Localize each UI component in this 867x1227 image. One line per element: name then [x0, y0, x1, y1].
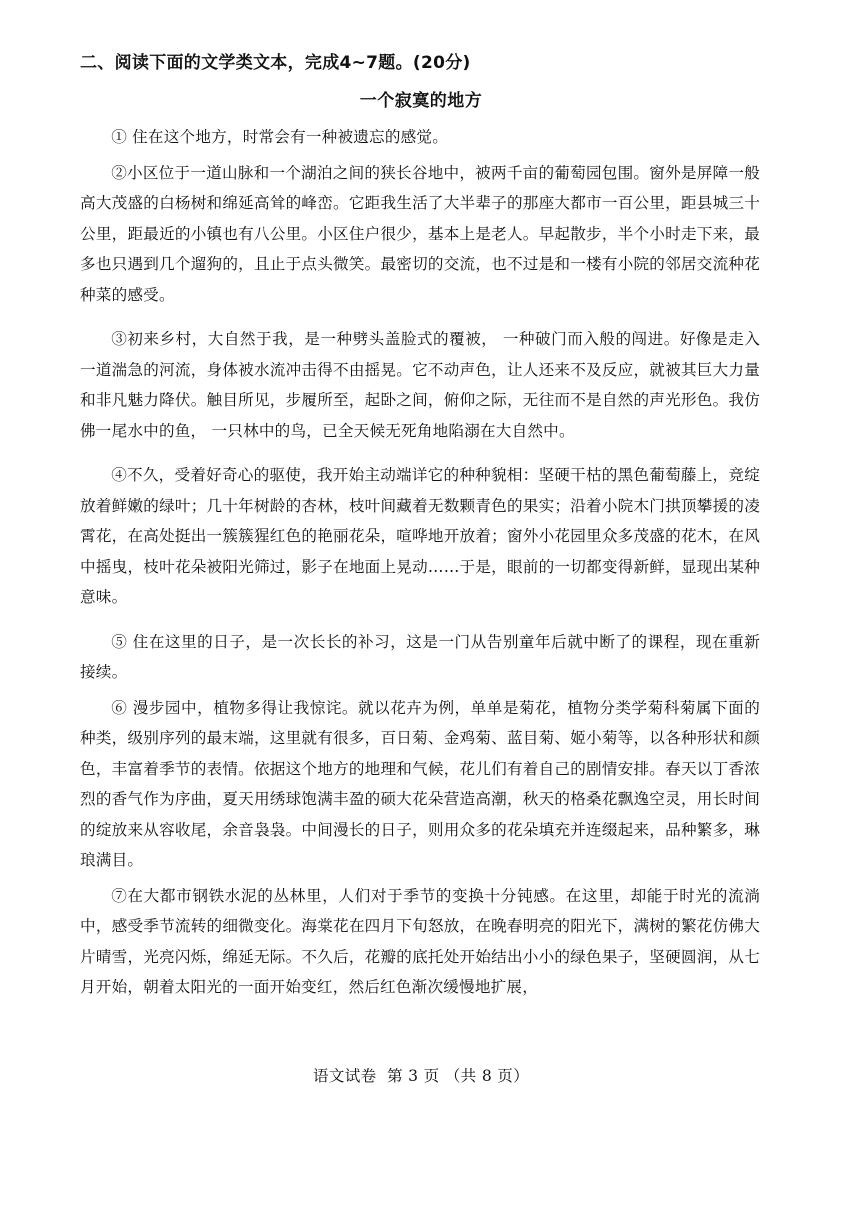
section-heading: 二、阅读下面的文学类文本，完成4~7题。(20分) — [80, 53, 471, 73]
paragraph-5: ⑤ 住在这里的日子，是一次长长的补习，这是一门从告别童年后就中断了的课程，现在重新接续。 — [80, 632, 760, 681]
paragraph-1: ① 住在这个地方，时常会有一种被遗忘的感觉。 — [111, 128, 449, 146]
paragraph-7: ⑦在大都市钢铁水泥的丛林里，人们对于季节的变换十分钝感。在这里，却能于时光的流淌中，感受季节流转的细微变化。海棠花在四月下旬怒放，在晚春明亮的阳光下，满树的繁花仿佛大片晴雪，光亮闪烁，绵延无际。不久后，花瓣的底托处开始结出小小的绿色果子，坚硬圆润，从七月开始，朝着太阳光的一面开始变红，然后红色渐次缓慢地扩展， — [80, 886, 760, 996]
page-footer: 语文试卷 第 3 页 （共 8 页） — [312, 1067, 530, 1085]
essay-body — [80, 122, 760, 1003]
paragraph-2: ②小区位于一道山脉和一个湖泊之间的狭长谷地中，被两千亩的葡萄园包围。窗外是屏障一般高大茂盛的白杨树和绵延高耸的峰峦。它距我生活了大半辈子的那座大都市一百公里，距县城三十公里，距最近的小镇也有八公里。小区住户很少，基本上是老人。早起散步，半个小时走下来，最多也只遇到几个遛狗的，且止于点头微笑。最密切的交流，也不过是和一楼有小院的邻居交流种花种菜的感受。 — [80, 163, 760, 304]
paragraph-6: ⑥ 漫步园中，植物多得让我惊诧。就以花卉为例，单单是菊花，植物分类学菊科菊属下面的种类，级别序列的最末端，这里就有很多，百日菊、金鸡菊、蓝目菊、姬小菊等，以各种形状和颜色，丰富着季节的表情。依据这个地方的地理和气候，花儿们有着自己的剧情安排。春天以丁香浓烈的香气作为序曲，夏天用绣球饱满丰盈的硕大花朵营造高潮，秋天的格桑花飘逸空灵，用长时间的绽放来从容收尾，余音袅袅。中间漫长的日子，则用众多的花朵填充并连缀起来，品种繁多，琳琅满目。 — [80, 698, 760, 869]
paragraph-4: ④不久，受着好奇心的驱使，我开始主动端详它的种种貌相：坚硬干枯的黑色葡萄藤上，竞绽放着鲜嫩的绿叶；几十年树龄的杏林，枝叶间藏着无数颗青色的果实；沿着小院木门拱顶攀援的凌霄花，在高处挺出一簇簇猩红色的艳丽花朵，喧哗地开放着；窗外小花园里众多茂盛的花木，在风中摇曳，枝叶花朵被阳光筛过，影子在地面上晃动……于是，眼前的一切都变得新鲜，显现出某种意味。 — [80, 466, 760, 606]
paragraph-3: ③初来乡村，大自然于我，是一种劈头盖脸式的覆被， 一种破门而入般的闯进。好像是走入一道湍急的河流，身体被水流冲击得不由摇晃。它不动声色，让人还来不及反应，就被其巨大力量和非凡魅力降伏。触目所见，步履所至，起卧之间，俯仰之际，无往而不是自然的声光形色。我仿佛一尾水中的鱼， 一只林中的鸟，已全天候无死角地陷溺在大自然中。 — [80, 330, 760, 440]
essay-title: 一个寂寞的地方 — [359, 91, 483, 111]
